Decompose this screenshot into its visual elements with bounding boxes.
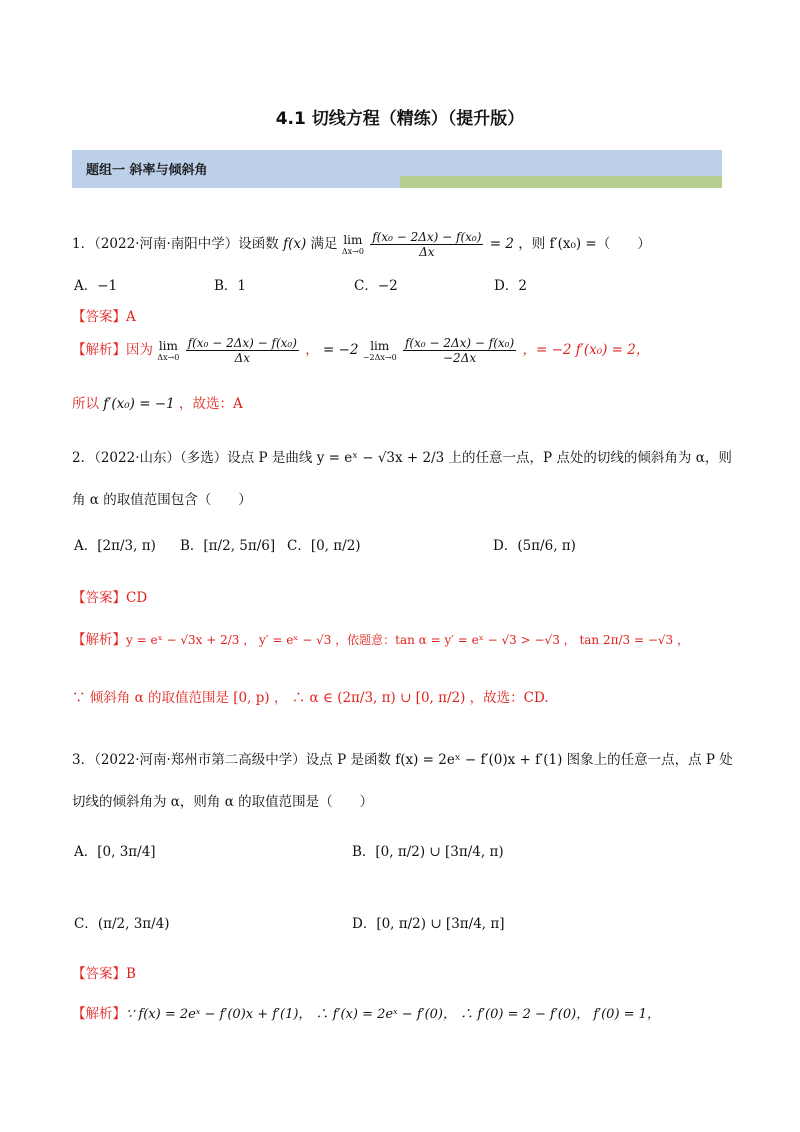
q2-answer: 【答案】CD [72,590,148,606]
q1-conclusion [72,392,243,412]
q1-option-a: A．−1 [74,278,118,294]
q2-option-a: A．[2π/3, π) [74,538,156,554]
q2-option-d: D．(5π/6, π) [493,538,576,554]
q1-stem [72,230,651,259]
q1-analysis-text-2: ， [305,342,319,358]
q1-suffix: ，则 f′(x₀) =（ ） [518,236,651,252]
q1-conclusion-text-2: ，故选：A [179,396,243,412]
q1-analysis-text-1: 因为 [126,342,153,358]
q1-analysis-label: 【解析】 [72,342,126,358]
q1-answer: 【答案】A [72,309,136,325]
q1-mid: 满足 [310,236,338,252]
q1-analysis-den-2: −2Δx [443,351,477,365]
q1-option-b: B．1 [214,278,247,294]
page-title: 4.1 切线方程（精练）（提升版） [275,109,525,129]
q1-analysis-lim-word-2: lim [370,339,390,353]
q3-analysis [72,1002,660,1022]
q3-stem-line-1: 3．（2022·河南·郑州市第二高级中学）设点 P 是函数 f(x) = 2eˣ − f′(0)x + f′(1) 图象上的任意一点，点 P 处 [72,752,733,768]
q2-option-c: C．[0, π/2) [287,538,361,554]
q3-option-b: B．[0, π/2) ∪ [3π/4, π) [352,844,504,860]
q1-denominator: Δx [419,245,435,259]
q3-stem-line-2: 切线的倾斜角为 α，则角 α 的取值范围是（ ） [72,794,374,810]
q1-equals: = 2 [489,236,514,252]
q3-option-d: D．[0, π/2) ∪ [3π/4, π] [352,916,505,932]
q1-analysis-lim-sub-1: Δx→0 [157,353,180,362]
q1-analysis-limit-1 [157,339,179,362]
q1-prefix: 1．（2022·河南·南阳中学）设函数 [72,236,279,252]
q3-option-c: C．(π/2, 3π/4) [74,916,170,932]
q1-analysis-fraction-2 [403,336,516,365]
q1-analysis-num-1: f(x₀ − 2Δx) − f(x₀) [187,336,297,350]
q1-analysis-lim-sub-2: −2Δx→0 [362,353,397,362]
q1-analysis-text-3: = −2 [322,342,359,358]
q2-analysis-text-1: y = eˣ − √3x + 2/3 ， y′ = eˣ − √3 ，依题意：tan α = y′ = eˣ − √3 > −√3 ， tan 2π/3 = −√3 ， [126,633,690,647]
q3-analysis-label: 【解析】 [72,1006,126,1022]
q1-option-c: C．−2 [354,278,398,294]
q3-answer: 【答案】B [72,966,136,982]
q1-lim-sub: Δx→0 [341,247,364,256]
q1-analysis-lim-word-1: lim [158,339,178,353]
q1-fx: f(x) [283,236,307,252]
q1-conclusion-math: f′(x₀) = −1 [103,396,175,412]
q1-limit [342,233,364,256]
q2-analysis-line-1 [72,628,689,648]
section-header-band [72,150,722,188]
q3-analysis-text-1: ∵ f(x) = 2eˣ − f′(0)x + f′(1)， ∴ f′(x) = 2eˣ − f′(0)， ∴ f′(0) = 2 − f′(0)， f′(0) = 1， [126,1007,660,1022]
q1-analysis-limit-2 [363,339,397,362]
q2-analysis-line-2: ∵ 倾斜角 α 的取值范围是 [0, p) ， ∴ α ∈ (2π/3, π) ∪ [0, π/2) ，故选：CD. [72,690,549,706]
q2-option-b: B．[π/2, 5π/6] [180,538,276,554]
q3-option-a: A．[0, 3π/4] [74,844,156,860]
q1-option-d: D．2 [494,278,527,294]
q1-lim-word: lim [343,233,363,247]
q1-analysis-text-4: ，= −2 f′(x₀) = 2， [522,342,650,358]
q2-analysis-label: 【解析】 [72,632,126,648]
q1-conclusion-text-1: 所以 [72,396,99,412]
q1-analysis [72,336,649,365]
q1-analysis-den-1: Δx [234,351,250,365]
section-header-label: 题组一 斜率与倾斜角 [86,163,208,178]
q1-fraction [370,230,483,259]
q1-analysis-fraction-1 [186,336,299,365]
q2-stem-line-2: 角 α 的取值范围包含（ ） [72,492,252,508]
q1-analysis-num-2: f(x₀ − 2Δx) − f(x₀) [404,336,515,350]
q1-numerator: f(x₀ − 2Δx) − f(x₀) [372,230,482,244]
section-header-accent [400,176,722,188]
q2-stem-line-1: 2．（2022·山东）（多选）设点 P 是曲线 y = eˣ − √3x + 2/3 上的任意一点，P 点处的切线的倾斜角为 α，则 [72,450,732,466]
